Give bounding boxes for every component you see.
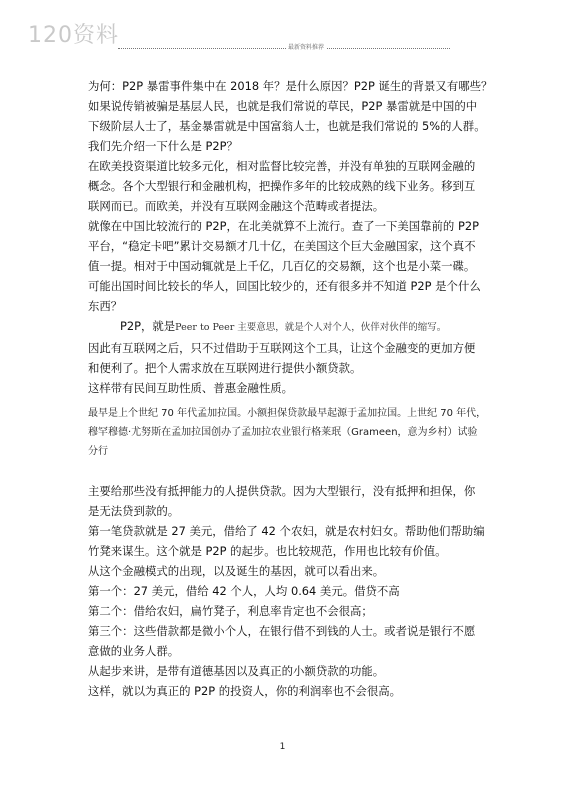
document-body bbox=[88, 76, 500, 701]
paragraph-line: 东西？ bbox=[88, 299, 123, 313]
paragraph-line: 可能出国时间比较长的华人，回国比较少的，还有很多并不知道 P2P 是个什么 bbox=[88, 279, 481, 293]
paragraph-line: 为何：P2P 暴雷事件集中在 2018 年？是什么原因？P2P 诞生的背景又有哪些？ bbox=[88, 79, 493, 93]
paragraph-line: 值一提。相对于中国动辄就是上千亿，几百亿的交易额，这个也是小菜一碟。 bbox=[88, 259, 476, 273]
paragraph-line: 意做的业务人群。 bbox=[88, 644, 180, 658]
paragraph-line: 这样带有民间互助性质、普惠金融性质。 bbox=[88, 381, 294, 395]
header-rule bbox=[118, 44, 450, 52]
paragraph-line: 在欧美投资渠道比较多元化，相对监督比较完善，并没有单独的互联网金融的 bbox=[88, 159, 476, 173]
paragraph-line: 从这个金融模式的出现，以及诞生的基因，就可以看出来。 bbox=[88, 564, 385, 578]
paragraph-line: 第二个：借给农妇，扁竹凳子，利息率肯定也不会很高； bbox=[88, 604, 373, 618]
paragraph-line: 从起步来讲，是带有道德基因以及真正的小额贷款的功能。 bbox=[88, 664, 385, 678]
paragraph-line: 和便利了。把个人需求放在互联网进行提供小额贷款。 bbox=[88, 361, 362, 375]
paragraph-line: 第一笔贷款就是 27 美元，借给了 42 个农妇，就是农村妇女。帮助他们帮助编 bbox=[88, 524, 485, 538]
definition-text: Peer to Peer 主要意思，就是个人对个人，伙伴对伙伴的缩写。 bbox=[175, 322, 447, 333]
definition-line bbox=[88, 316, 500, 338]
section-gap bbox=[88, 461, 500, 481]
definition-lead: P2P，就是 bbox=[120, 319, 176, 333]
paragraph-line: 如果说传销被骗是基层人民，也就是我们常说的草民，P2P 暴雷就是中国的中 bbox=[88, 99, 478, 113]
page-number: 1 bbox=[279, 742, 286, 752]
paragraph-line: 下级阶层人士了，基金暴雷就是中国富翁人士，也就是我们常说的 5%的人群。 bbox=[88, 119, 486, 133]
paragraph-line: 因此有互联网之后，只不过借助于互联网这个工具，让这个金融变的更加方便 bbox=[88, 341, 476, 355]
paragraph-line: 联网而已。而欧美，并没有互联网金融这个范畴或者提法。 bbox=[88, 199, 385, 213]
paragraph-line: 概念。各个大型银行和金融机构，把操作多年的比较成熟的线下业务。移到互 bbox=[88, 179, 476, 193]
history-line: 分行 bbox=[88, 446, 108, 457]
paragraph-line: 平台，“稳定卡吧”累计交易额才几十亿，在美国这个巨大金融国家，这个真不 bbox=[88, 239, 476, 253]
paragraph-line: 第三个：这些借款都是微小个人，在银行借不到钱的人士。或者说是银行不愿 bbox=[88, 624, 476, 638]
paragraph-line: 主要给那些没有抵押能力的人提供贷款。因为大型银行，没有抵押和担保，你 bbox=[88, 484, 476, 498]
paragraph-line: 这样，就以为真正的 P2P 的投资人，你的利润率也不会很高。 bbox=[88, 684, 401, 698]
dotted-rule bbox=[118, 44, 450, 49]
history-line: 穆罕穆德·尤努斯在孟加拉国创办了孟加拉农业银行格莱珉（Grameen，意为乡村）试验 bbox=[88, 427, 478, 438]
header-tagline: 最新资料推荐 bbox=[288, 44, 325, 51]
paragraph-line: 我们先介绍一下什么是 P2P？ bbox=[88, 139, 238, 153]
paragraph-line: 竹凳来谋生。这个就是 P2P 的起步。也比较规范，作用也比较有价值。 bbox=[88, 544, 447, 558]
paragraph-line: 第一个：27 美元，借给 42 个人，人均 0.64 美元。借贷不高 bbox=[88, 584, 400, 598]
site-logo: 120资料 bbox=[28, 23, 119, 48]
history-line: 最早是上个世纪 70 年代孟加拉国。小额担保贷款最早起源于孟加拉国。上世纪 70 年代， bbox=[88, 408, 487, 419]
paragraph-line: 就像在中国比较流行的 P2P，在北美就算不上流行。查了一下美国靠前的 P2P bbox=[88, 219, 479, 233]
paragraph-line: 是无法贷到款的。 bbox=[88, 504, 180, 518]
